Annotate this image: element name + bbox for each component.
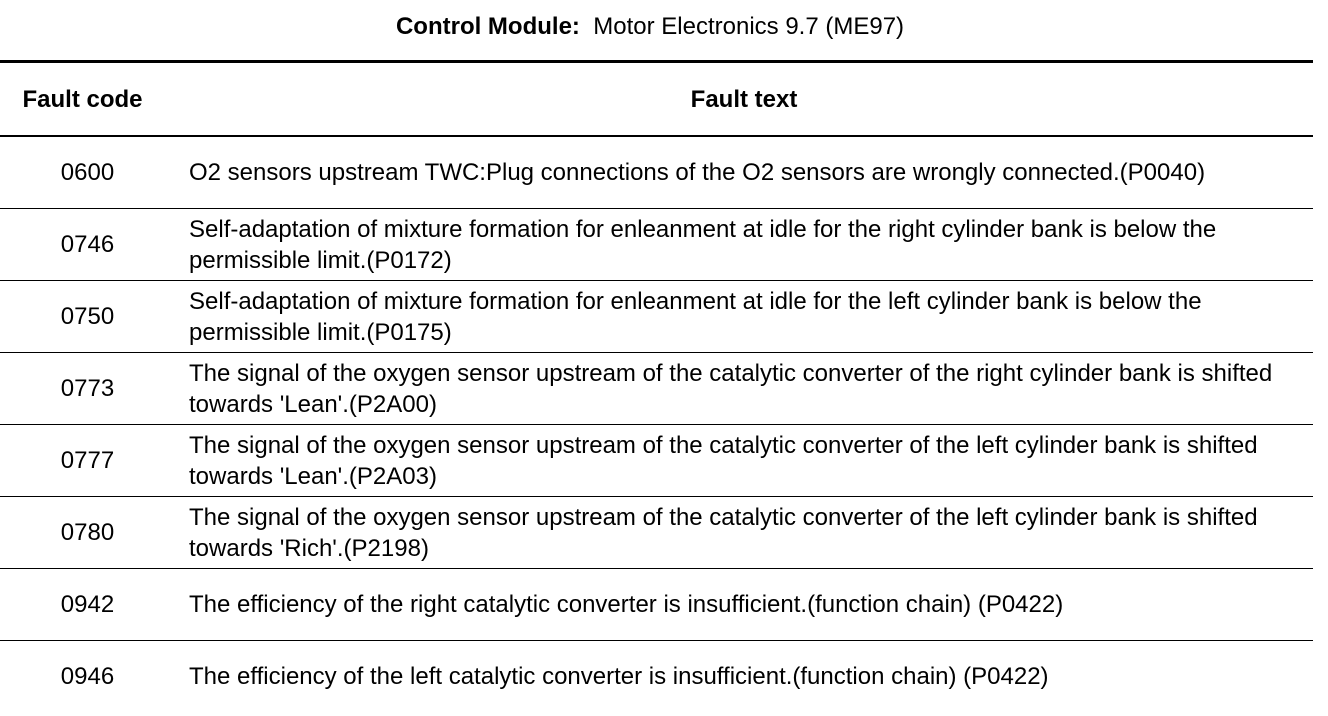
- fault-text-cell: O2 sensors upstream TWC:Plug connections of the O2 sensors are wrongly connected.(P0040): [175, 136, 1313, 209]
- table-row: [0, 425, 1313, 497]
- fault-text-cell: The signal of the oxygen sensor upstream of the catalytic converter of the left cylinder bank is shifted towards 'Lean'.(P2A03): [175, 425, 1313, 497]
- fault-text-cell: The signal of the oxygen sensor upstream of the catalytic converter of the right cylinder bank is shifted towards 'Lean'.(P2A00): [175, 353, 1313, 425]
- fault-text-cell: The signal of the oxygen sensor upstream of the catalytic converter of the left cylinder bank is shifted towards 'Rich'.(P2198): [175, 497, 1313, 569]
- fault-code-cell: 0780: [0, 497, 175, 569]
- fault-table: [0, 60, 1313, 712]
- column-header-fault-code: Fault code: [0, 62, 175, 137]
- fault-code-cell: 0946: [60, 663, 115, 690]
- column-header-fault-text: Fault text: [175, 62, 1313, 137]
- table-row: [0, 136, 1313, 209]
- table-row: [0, 209, 1313, 281]
- fault-code-cell: 0750: [0, 281, 175, 353]
- fault-code-cell: 0746: [0, 209, 175, 281]
- table-row: [0, 497, 1313, 569]
- table-row: [0, 281, 1313, 353]
- fault-code-cell: 0942: [0, 569, 175, 641]
- fault-code-cell: 0777: [0, 425, 175, 497]
- table-row: [0, 353, 1313, 425]
- table-row: [0, 569, 1313, 641]
- fault-code-cell: 0600: [0, 136, 175, 209]
- page-title: [0, 12, 1300, 42]
- fault-text-cell: The efficiency of the left catalytic converter is insufficient.(function chain) (P0422): [189, 663, 1049, 690]
- control-module-value: Motor Electronics 9.7 (ME97): [593, 13, 905, 40]
- fault-code-cell: 0773: [0, 353, 175, 425]
- fault-text-cell: The efficiency of the right catalytic converter is insufficient.(function chain) (P0422): [175, 569, 1313, 641]
- fault-text-cell: Self-adaptation of mixture formation for enleanment at idle for the right cylinder bank is below the permissible limit.(P0172): [175, 209, 1313, 281]
- control-module-label: Control Module:: [395, 13, 580, 40]
- fault-text-cell: Self-adaptation of mixture formation for enleanment at idle for the left cylinder bank is below the permissible limit.(P0175): [175, 281, 1313, 353]
- table-header-row: [0, 62, 1313, 137]
- table-row: [0, 641, 1313, 713]
